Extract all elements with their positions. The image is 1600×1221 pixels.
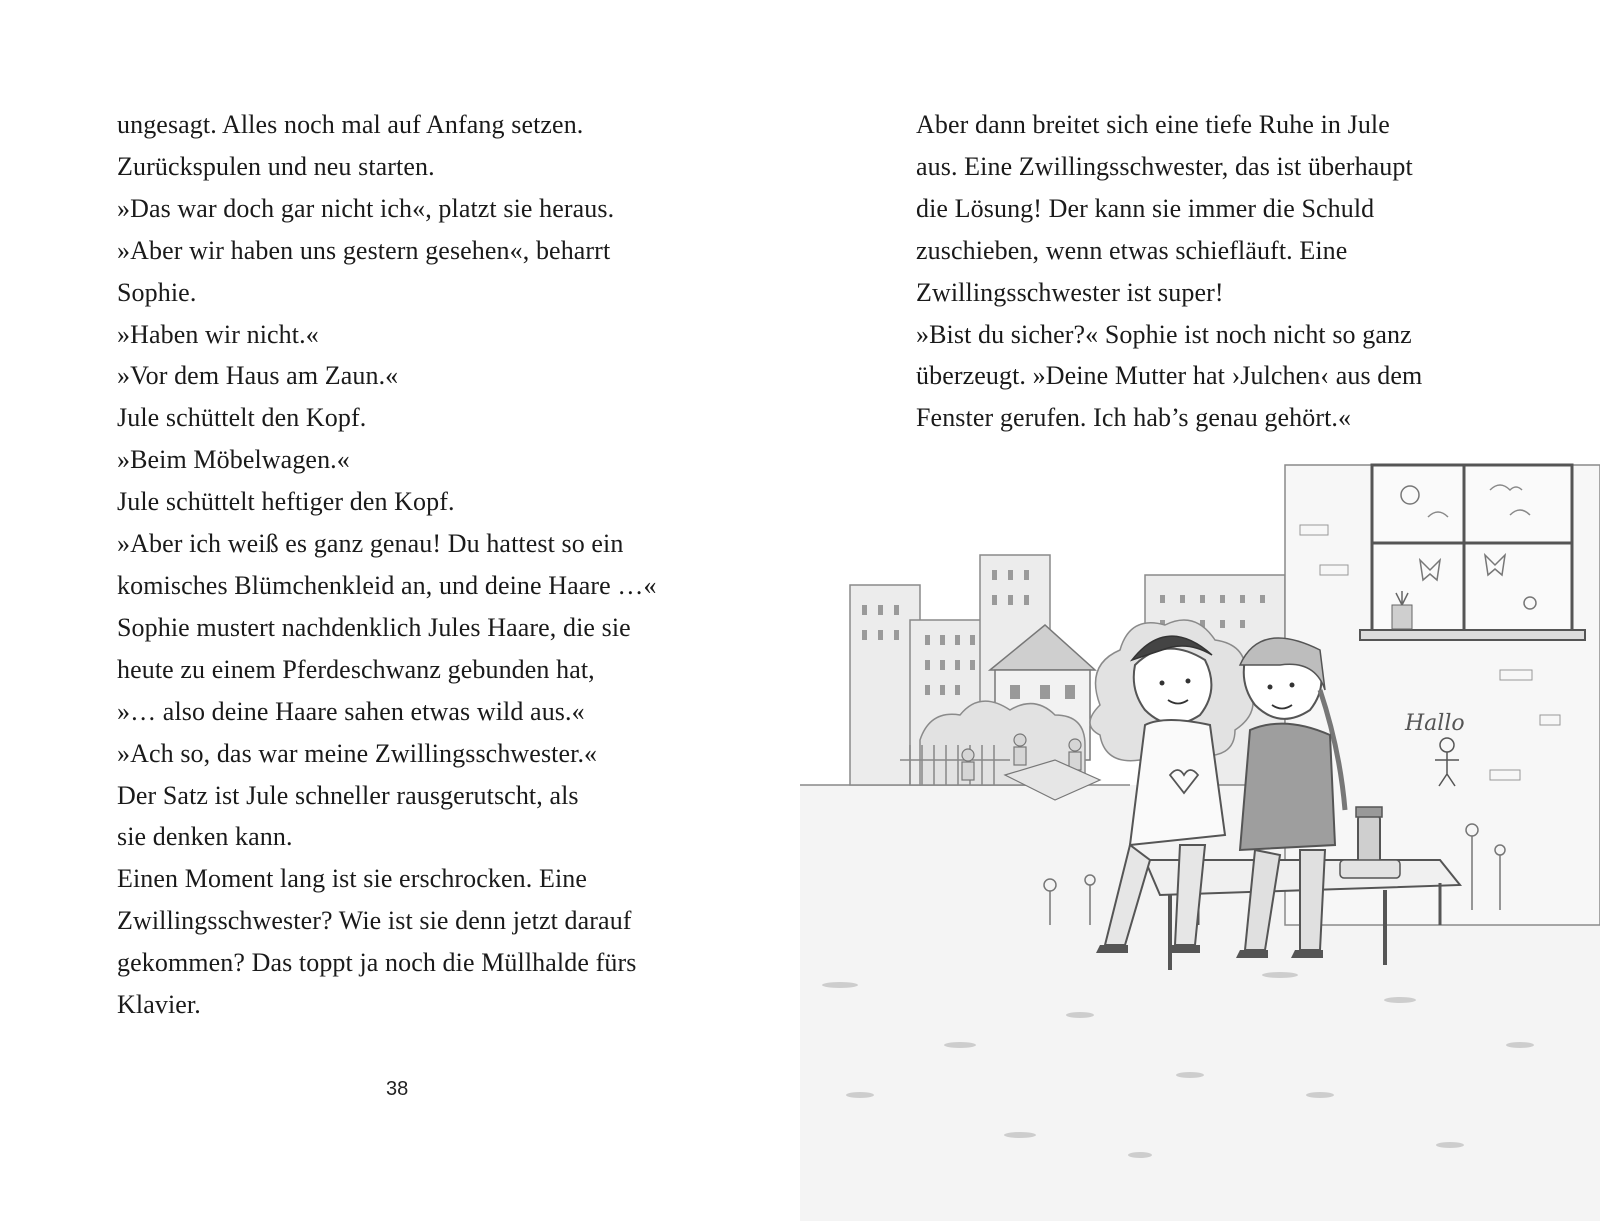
text-line: Klavier. (117, 990, 201, 1020)
text-line: Zwillingsschwester? Wie ist sie denn jetzt darauf (117, 906, 632, 936)
text-line: heute zu einem Pferdeschwanz gebunden hat, (117, 654, 595, 684)
text-line: die Lösung! Der kann sie immer die Schuld (916, 193, 1375, 223)
text-line: »Vor dem Haus am Zaun.« (117, 361, 399, 391)
text-line: Fenster gerufen. Ich hab’s genau gehört.« (916, 403, 1352, 433)
text-line: Aber dann breitet sich eine tiefe Ruhe in Jule (916, 110, 1390, 139)
text-line: »Aber ich weiß es ganz genau! Du hattest so ein (117, 529, 624, 559)
text-line: ungesagt. Alles noch mal auf Anfang setzen. (117, 110, 584, 139)
text-line: sie denken kann. (117, 822, 293, 852)
text-line: »Beim Möbelwagen.« (117, 445, 350, 475)
page-number: 38 (386, 1078, 409, 1100)
text-line: »Bist du sicher?« Sophie ist noch nicht so ganz (916, 319, 1412, 349)
window (1360, 465, 1585, 640)
text-line: »Das war doch gar nicht ich«, platzt sie heraus. (117, 193, 615, 223)
text-line: gekommen? Das toppt ja noch die Müllhalde fürs (117, 948, 637, 978)
graffiti-hallo: Hallo (1405, 711, 1465, 736)
text-line: »Ach so, das war meine Zwillingsschwester.« (117, 738, 598, 768)
text-line: »… also deine Haare sahen etwas wild aus.« (117, 696, 585, 726)
text-line: zuschieben, wenn etwas schiefläuft. Eine (916, 235, 1348, 265)
right-page (800, 0, 1600, 1221)
text-line: Zurückspulen und neu starten. (117, 151, 435, 181)
text-line: Sophie. (117, 277, 197, 307)
text-line: Zwillingsschwester ist super! (916, 277, 1224, 307)
illustration-two-girls-on-bench (800, 455, 1600, 1221)
text-line: aus. Eine Zwillingsschwester, das ist überhaupt (916, 151, 1413, 181)
left-page-text (117, 104, 657, 1026)
right-page-text (916, 104, 1422, 439)
text-line: Jule schüttelt heftiger den Kopf. (117, 487, 455, 517)
text-line: Jule schüttelt den Kopf. (117, 403, 367, 433)
text-line: Sophie mustert nachdenklich Jules Haare, die sie (117, 612, 631, 642)
text-line: Der Satz ist Jule schneller rausgerutscht, als (117, 780, 579, 810)
flower-pot-icon (1392, 605, 1412, 629)
text-line: »Aber wir haben uns gestern gesehen«, beharrt (117, 235, 611, 265)
text-line: überzeugt. »Deine Mutter hat ›Julchen‹ aus dem (916, 361, 1423, 391)
text-line: »Haben wir nicht.« (117, 319, 319, 349)
text-line: komisches Blümchenkleid an, und deine Haare …« (117, 570, 657, 600)
text-line: Einen Moment lang ist sie erschrocken. Eine (117, 864, 588, 894)
illustration-svg (800, 455, 1600, 1221)
